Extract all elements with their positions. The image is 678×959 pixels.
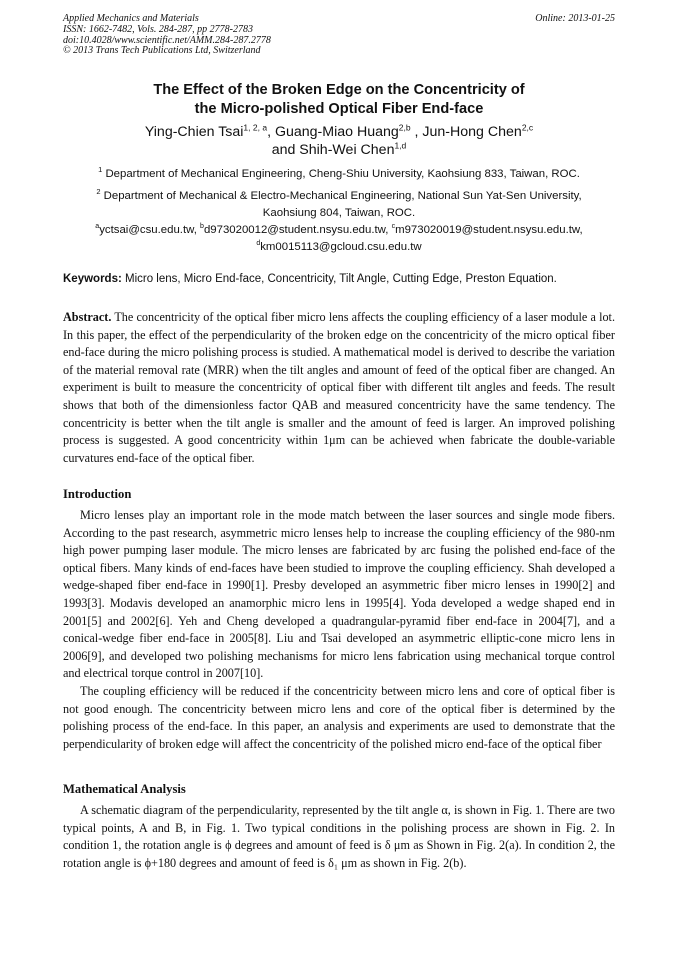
author-4: and Shih-Wei Chen: [271, 142, 395, 158]
author-1: Ying-Chien Tsai: [144, 124, 244, 140]
online-date: Online: 2013-01-25: [535, 13, 615, 24]
introduction-heading: Introduction: [63, 487, 132, 501]
copyright: © 2013 Trans Tech Publications Ltd, Switzerland: [63, 45, 261, 57]
keywords-text: Micro lens, Micro End-face, Concentricity, Tilt Angle, Cutting Edge, Preston Equation.: [121, 273, 557, 285]
introduction-paragraph-2: The coupling efficiency will be reduced if the concentricity between micro lens and core of optical fiber is not good enough. The concentricity between micro lens and core of the optical fiber is determined by the polishing process of the end-face. In this paper, an analysis and experiments are used to demonstrate that the perpendicularity of broken edge will affect the concentricity of the polished micro end-face of the optical fiber: [63, 683, 615, 751]
math-analysis-heading: Mathematical Analysis: [63, 782, 186, 796]
introduction-paragraph-1: Micro lenses play an important role in the mode match between the laser sources and single mode fibers. According to the past research, asymmetric micro lenses help to increase the coupling efficiency of the 980-nm high power pumping laser module. The micro lenses are fabricated by arc fusing the polished end-face of the optical fibers. Many kinds of end-faces have been studied to improve the coupling efficiency. Shah developed a wedge-shaped fiber end-face in 1990[1]. Presby developed an asymmetric fiber micro lenses in 1990[2] and 1993[3]. Modavis developed an anamorphic micro lens in 1995[4]. Yoda developed a wedge shaped end in 2001[5] and 2002[6]. Yeh and Cheng developed a quadrangular-pyramid fiber end-face in 2004[7], and a conical-wedge fiber end-face in 2005[8]. Liu and Tsai developed an asymmetric elliptic-cone micro lens in 2006[9], and developed two polishing mechanisms for micro lens fabrication using mechanical torque control and electrical torque control in 2007[10].: [63, 508, 615, 681]
affiliation-1-num: 1: [98, 165, 103, 175]
email-b-sup: b: [200, 223, 204, 231]
issn: ISSN: 1662-7482, Vols. 284-287, pp 2778-2783: [63, 23, 253, 35]
email-d[interactable]: km0015113@gcloud.csu.edu.tw: [260, 240, 422, 253]
affiliation-2-line-1: [63, 188, 615, 205]
affiliation-2: [63, 188, 615, 221]
email-d-sup: d: [256, 239, 261, 247]
author-3: , Jun-Hong Chen: [410, 124, 522, 140]
math-paragraph-1: A schematic diagram of the perpendicularity, represented by the tilt angle α, is shown in Fig. 1. There are two typical points, A and B, in Fig. 1. Two typical conditions in the polishing process are shown in Fig. 2. In condition 1, the rotation angle is ϕ degrees and amount of feed is δ μm as Shown in Fig. 2(a). In condition 2, the rotation angle is ϕ+180 degrees and amount of feed is δ₁ μm as shown in Fig. 2(b).: [63, 803, 615, 870]
title-line-1: The Effect of the Broken Edge on the Concentricity of: [153, 82, 525, 98]
math-analysis-body: [63, 802, 615, 872]
paper-title: [63, 81, 615, 119]
email-c[interactable]: m973020019@student.nsysu.edu.tw,: [395, 224, 583, 236]
author-line-1: [63, 123, 615, 141]
title-line-2: the Micro-polished Optical Fiber End-face: [194, 101, 484, 117]
journal-header: [63, 14, 615, 57]
introduction-body: [63, 507, 615, 753]
author-1-sup: 1, 2, a: [243, 122, 268, 133]
author-2-sup: 2,b: [398, 122, 411, 133]
email-line-2: [63, 239, 615, 256]
doi[interactable]: doi:10.4028/www.scientific.net/AMM.284-287.2778: [63, 34, 271, 46]
email-b[interactable]: d973020012@student.nsysu.edu.tw,: [203, 224, 392, 236]
affiliation-2-num: 2: [96, 187, 101, 197]
author-3-sup: 2,c: [521, 122, 534, 133]
email-line-1: [63, 222, 615, 239]
email-c-sup: c: [391, 223, 396, 231]
journal-name: Applied Mechanics and Materials: [63, 13, 199, 24]
email-a-sup: a: [95, 223, 100, 231]
abstract-label: Abstract.: [63, 310, 112, 324]
author-2: , Guang-Miao Huang: [267, 124, 399, 140]
keywords-label: Keywords:: [63, 273, 122, 285]
affiliation-1-text: Department of Mechanical Engineering, Cheng-Shiu University, Kaohsiung 833, Taiwan, ROC.: [102, 168, 580, 180]
affiliation-2-line-2: Kaohsiung 804, Taiwan, ROC.: [262, 206, 416, 219]
author-list: [63, 123, 615, 159]
abstract: [63, 309, 615, 467]
author-4-sup: 1,d: [394, 140, 407, 151]
email-list: [63, 222, 615, 255]
abstract-text: The concentricity of the optical fiber micro lens affects the coupling efficiency of a laser module a lot. In this paper, the effect of the perpendicularity of the broken edge on the concentricity of the micro optical fiber end-face during the micro polishing process is studied. A mathematical model is derived to describe the variation of the material removal rate (MRR) when the tilt angles and amount of feed of the optical fiber are changed. An experiment is built to measure the concentricity of optical fiber with different tilt angles and feeds. The result shows that both of the dimensionless factor QAB and measured concentricity have the same tendency. The concentricity is better when the tilt angle is smaller and the amount of feed is larger. An improved polishing process is suggested. A good concentricity within 1μm can be achieved when fabricate the double-variable curvatures end-face of the optical fiber.: [63, 310, 615, 465]
affiliation-1: [63, 166, 615, 183]
email-a[interactable]: yctsai@csu.edu.tw,: [99, 224, 201, 236]
keywords: [63, 271, 615, 287]
author-line-2: [63, 141, 615, 159]
affiliation-2-text: Department of Mechanical & Electro-Mechanical Engineering, National Sun Yat-Sen University,: [100, 190, 582, 202]
